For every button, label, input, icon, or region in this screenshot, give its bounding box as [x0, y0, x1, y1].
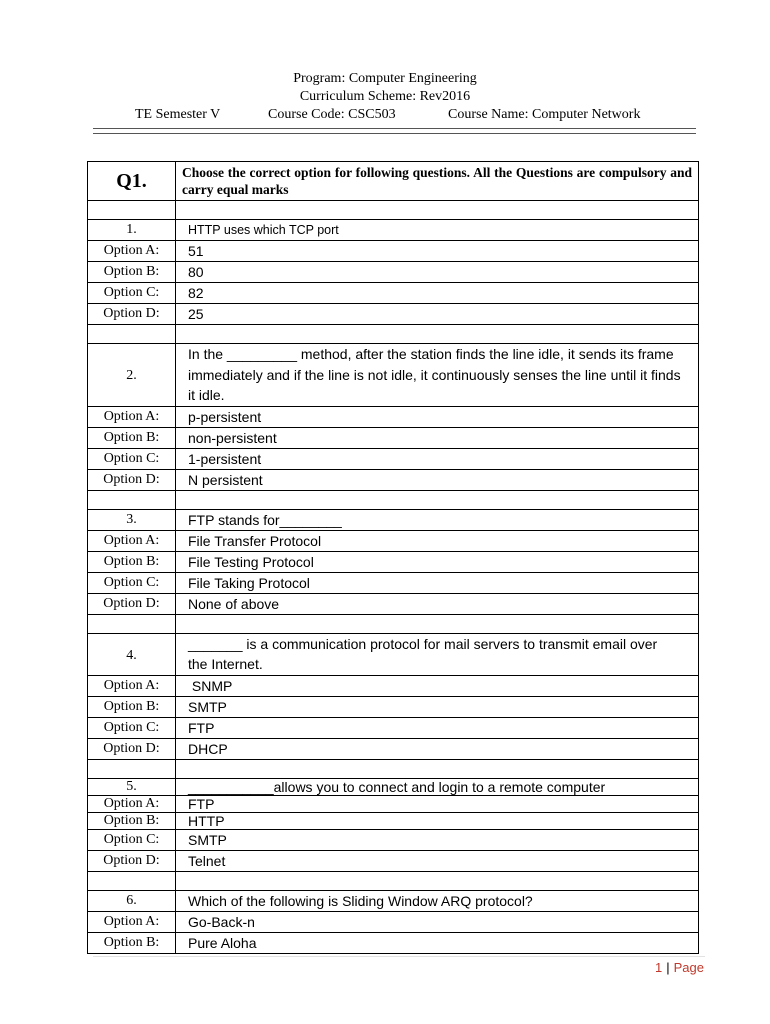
program-line: Program: Computer Engineering [293, 71, 477, 86]
scheme-line: Curriculum Scheme: Rev2016 [299, 89, 471, 104]
option-row [88, 448, 699, 469]
option-row [88, 572, 699, 593]
option-row [88, 469, 699, 490]
option-row [88, 829, 699, 850]
footer-rule [93, 956, 705, 957]
option-text: DHCP [176, 738, 699, 759]
option-label: Option A: [88, 406, 176, 427]
spacer-cell [176, 871, 699, 890]
option-row [88, 427, 699, 448]
header-separator [93, 128, 696, 134]
option-row [88, 717, 699, 738]
option-text: 51 [176, 241, 699, 262]
option-label: Option A: [88, 795, 176, 812]
question-text: ___________allows you to connect and login to a remote computer [176, 778, 699, 795]
option-text: p-persistent [176, 406, 699, 427]
page-number: 1 [655, 960, 663, 975]
option-label: Option C: [88, 829, 176, 850]
option-row [88, 932, 699, 953]
spacer-cell [176, 759, 699, 778]
option-label: Option C: [88, 717, 176, 738]
question-text: HTTP uses which TCP port [176, 220, 699, 241]
option-text: HTTP [176, 812, 699, 829]
spacer-cell [176, 614, 699, 633]
option-label: Option D: [88, 304, 176, 325]
question-row [88, 778, 699, 795]
option-label: Option D: [88, 469, 176, 490]
course-name: Course Name: Computer Network [448, 107, 641, 122]
question-number: 4. [88, 633, 176, 675]
option-row [88, 593, 699, 614]
question-number: 6. [88, 890, 176, 911]
question-row [88, 220, 699, 241]
option-row [88, 850, 699, 871]
course-code: Course Code: CSC503 [268, 107, 396, 122]
option-text: Pure Aloha [176, 932, 699, 953]
option-text: File Transfer Protocol [176, 530, 699, 551]
option-row [88, 812, 699, 829]
option-label: Option D: [88, 593, 176, 614]
option-text: SMTP [176, 829, 699, 850]
option-text: SNMP [176, 675, 699, 696]
option-label: Option C: [88, 283, 176, 304]
option-text: FTP [176, 795, 699, 812]
spacer-cell [176, 201, 699, 220]
question-number: 3. [88, 509, 176, 530]
option-row [88, 675, 699, 696]
option-row [88, 530, 699, 551]
option-label: Option A: [88, 530, 176, 551]
option-label: Option A: [88, 675, 176, 696]
semester: TE Semester V [135, 107, 221, 122]
question-row [88, 890, 699, 911]
option-row [88, 283, 699, 304]
spacer-cell [176, 490, 699, 509]
option-label: Option C: [88, 572, 176, 593]
option-text: 82 [176, 283, 699, 304]
page-footer [655, 960, 704, 975]
option-label: Option B: [88, 932, 176, 953]
spacer-cell [88, 325, 176, 344]
question-number: 5. [88, 778, 176, 795]
question-row [88, 509, 699, 530]
question-number: 1. [88, 220, 176, 241]
question-text: Which of the following is Sliding Window ARQ protocol? [176, 890, 699, 911]
option-text: File Taking Protocol [176, 572, 699, 593]
option-row [88, 696, 699, 717]
option-label: Option A: [88, 241, 176, 262]
spacer-cell [176, 325, 699, 344]
option-label: Option A: [88, 911, 176, 932]
spacer-cell [88, 759, 176, 778]
option-label: Option B: [88, 262, 176, 283]
option-text: File Testing Protocol [176, 551, 699, 572]
option-text: Telnet [176, 850, 699, 871]
page-label: Page [673, 960, 704, 975]
option-text: 1-persistent [176, 448, 699, 469]
option-label: Option B: [88, 812, 176, 829]
spacer-cell [88, 871, 176, 890]
option-label: Option D: [88, 738, 176, 759]
question-row [88, 344, 699, 407]
option-label: Option B: [88, 551, 176, 572]
option-label: Option D: [88, 850, 176, 871]
question-text: _______ is a communication protocol for mail servers to transmit email over the Internet. [188, 635, 658, 672]
option-text: 80 [176, 262, 699, 283]
question-text: In the _________ method, after the station finds the line idle, it sends its frame immediately and if the line is not idle, it continuously senses the line until it finds it idle. [188, 346, 681, 403]
spacer-cell [88, 201, 176, 220]
option-text: N persistent [176, 469, 699, 490]
option-row [88, 795, 699, 812]
spacer-cell [88, 614, 176, 633]
question-row [88, 633, 699, 675]
question-number: 2. [88, 344, 176, 407]
option-row [88, 406, 699, 427]
question-group-label: Q1. [88, 162, 176, 201]
spacer-cell [88, 490, 176, 509]
option-text: 25 [176, 304, 699, 325]
footer-separator: | [666, 960, 670, 975]
option-row [88, 911, 699, 932]
option-text: Go-Back-n [176, 911, 699, 932]
option-text: None of above [176, 593, 699, 614]
instructions: Choose the correct option for following questions. All the Questions are compulsory and carry equal marks [176, 162, 699, 201]
option-row [88, 551, 699, 572]
option-text: SMTP [176, 696, 699, 717]
option-row [88, 262, 699, 283]
option-label: Option B: [88, 427, 176, 448]
question-text: FTP stands for________ [176, 509, 699, 530]
option-text: non-persistent [176, 427, 699, 448]
option-label: Option B: [88, 696, 176, 717]
option-row [88, 241, 699, 262]
question-table [87, 161, 699, 954]
option-row [88, 738, 699, 759]
option-label: Option C: [88, 448, 176, 469]
option-text: FTP [176, 717, 699, 738]
option-row [88, 304, 699, 325]
